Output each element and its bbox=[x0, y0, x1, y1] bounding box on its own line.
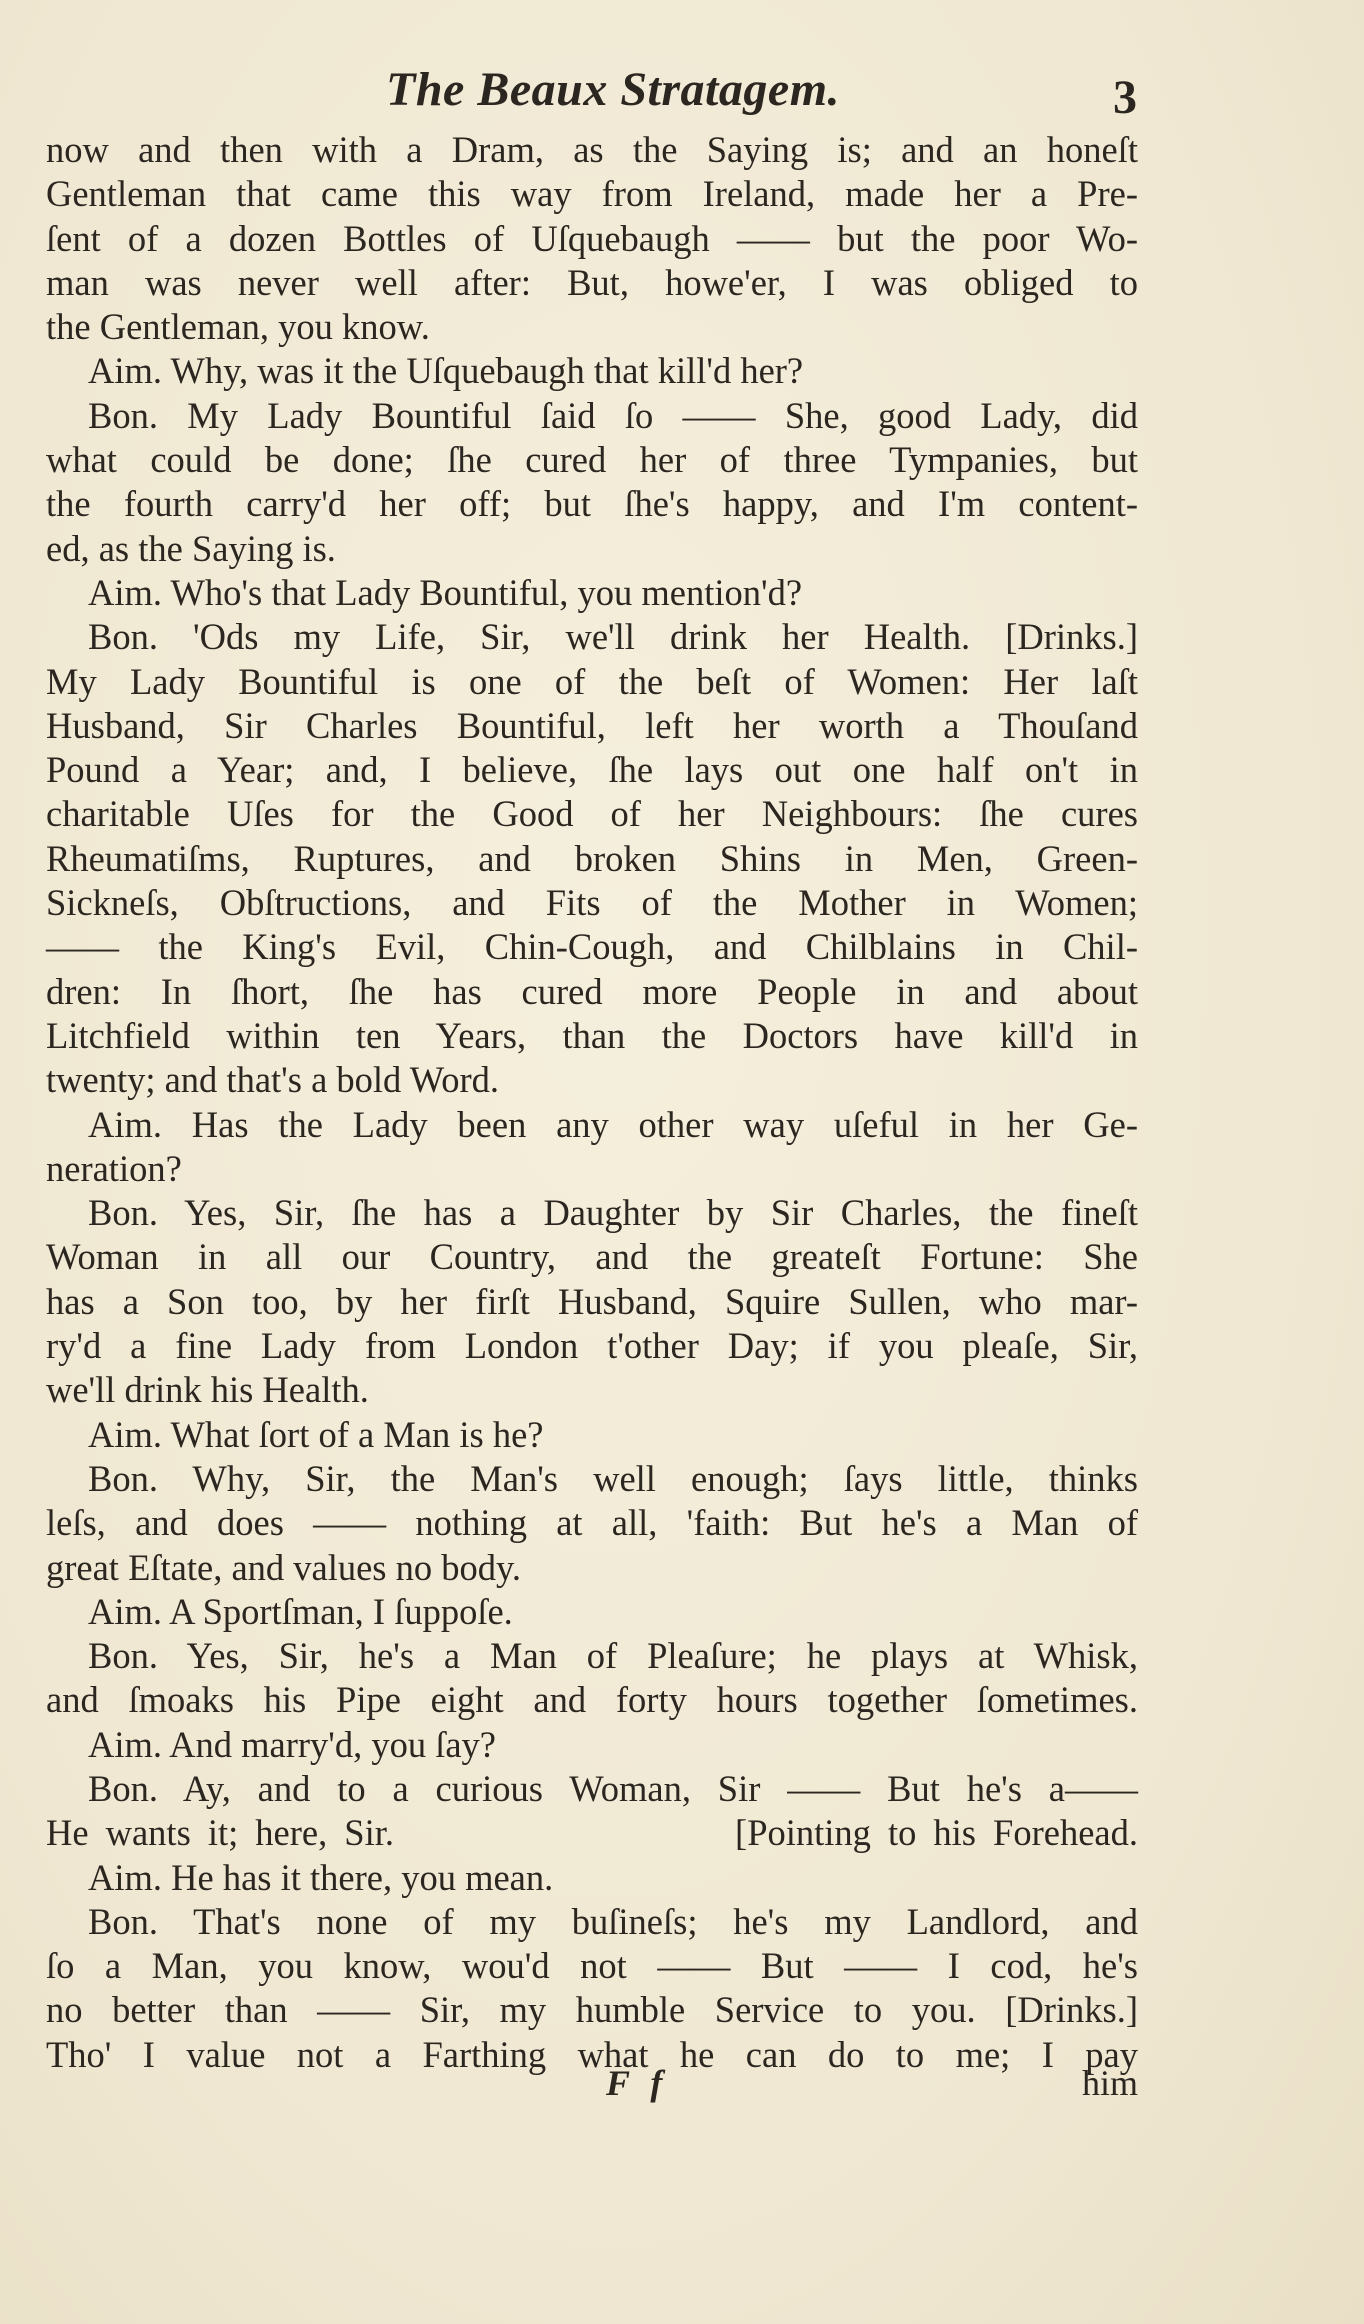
text-line: Aim. He has it there, you mean. bbox=[88, 1856, 554, 1898]
text-line: ry'd a fine Lady from London t'other Day; if you pleaſe, Sir, bbox=[46, 1325, 1138, 1367]
text-line: Gentleman that came this way from Ireland, made her a Pre- bbox=[46, 173, 1138, 215]
text-line: has a Son too, by her firſt Husband, Squire Sullen, who mar- bbox=[46, 1280, 1138, 1322]
text-line: Bon. Why, Sir, the Man's well enough; ſays little, thinks bbox=[88, 1457, 1138, 1499]
text-line: Bon. 'Ods my Life, Sir, we'll drink her Health. [Drinks.] bbox=[88, 616, 1138, 658]
text-line: Woman in all our Country, and the greateſt Fortune: She bbox=[46, 1236, 1138, 1278]
text-line: twenty; and that's a bold Word. bbox=[46, 1059, 500, 1101]
text-line: Pound a Year; and, I believe, ſhe lays out one half on't in bbox=[46, 749, 1138, 791]
text-line: Aim. What ſort of a Man is he? bbox=[88, 1413, 544, 1455]
text-line: Bon. My Lady Bountiful ſaid ſo —— She, good Lady, did bbox=[88, 394, 1138, 436]
text-line: great Eſtate, and values no body. bbox=[46, 1546, 522, 1588]
text-line: Aim. Why, was it the Uſquebaugh that kill'd her? bbox=[88, 350, 804, 392]
text-line: Aim. And marry'd, you ſay? bbox=[88, 1723, 497, 1765]
body-text bbox=[46, 128, 1138, 2077]
text-line: Tho' I value not a Farthing what he can do to me; I pay bbox=[46, 2033, 1138, 2075]
text-line: what could be done; ſhe cured her of three Tympanies, but bbox=[46, 439, 1138, 481]
page-footer bbox=[46, 2062, 1138, 2108]
text-line: the Gentleman, you know. bbox=[46, 306, 430, 348]
text-line: man was never well after: But, howe'er, I was obliged to bbox=[46, 261, 1138, 303]
text-line: Husband, Sir Charles Bountiful, left her worth a Thouſand bbox=[46, 704, 1138, 746]
text-line: ſo a Man, you know, wou'd not —— But —— I cod, he's bbox=[46, 1945, 1138, 1987]
text-line: charitable Uſes for the Good of her Neighbours: ſhe cures bbox=[46, 793, 1138, 835]
page-header bbox=[48, 62, 1148, 122]
text-line: neration? bbox=[46, 1147, 182, 1189]
text-line: Aim. Has the Lady been any other way uſeful in her Ge- bbox=[88, 1103, 1138, 1145]
running-title: The Beaux Stratagem. bbox=[386, 63, 841, 116]
text-line: Bon. Ay, and to a curious Woman, Sir —— But he's a—— bbox=[88, 1767, 1138, 1809]
text-line: Sickneſs, Obſtructions, and Fits of the Mother in Women; bbox=[46, 882, 1138, 924]
text-line: Bon. Yes, Sir, ſhe has a Daughter by Sir Charles, the fineſt bbox=[88, 1192, 1138, 1234]
text-line: now and then with a Dram, as the Saying is; and an honeſt bbox=[46, 129, 1138, 170]
signature-mark: F f bbox=[606, 2063, 669, 2103]
text-line: My Lady Bountiful is one of the beſt of Women: Her laſt bbox=[46, 660, 1138, 702]
text-line: —— the King's Evil, Chin-Cough, and Chilblains in Chil- bbox=[46, 926, 1138, 968]
catchword: him bbox=[1081, 2063, 1138, 2103]
text-line: He wants it; here, Sir. [Pointing to his Forehead. bbox=[46, 1812, 1138, 1854]
text-line: Aim. A Sportſman, I ſuppoſe. bbox=[88, 1590, 513, 1632]
text-line: Bon. Yes, Sir, he's a Man of Pleaſure; he plays at Whisk, bbox=[88, 1635, 1138, 1677]
text-line: Aim. Who's that Lady Bountiful, you mention'd? bbox=[88, 571, 803, 613]
text-line: we'll drink his Health. bbox=[46, 1369, 369, 1411]
text-line: ſent of a dozen Bottles of Uſquebaugh —— but the poor Wo- bbox=[46, 217, 1138, 259]
text-line: dren: In ſhort, ſhe has cured more People in and about bbox=[46, 970, 1138, 1012]
text-line: the fourth carry'd her off; but ſhe's happy, and I'm content- bbox=[46, 483, 1138, 525]
text-line: no better than —— Sir, my humble Service to you. [Drinks.] bbox=[46, 1989, 1138, 2031]
page-number: 3 bbox=[1113, 71, 1137, 124]
text-line: leſs, and does —— nothing at all, 'faith: But he's a Man of bbox=[46, 1502, 1138, 1544]
text-line: Rheumatiſms, Ruptures, and broken Shins in Men, Green- bbox=[46, 837, 1138, 879]
text-line: ed, as the Saying is. bbox=[46, 527, 336, 569]
text-line: Litchfield within ten Years, than the Doctors have kill'd in bbox=[46, 1014, 1138, 1056]
text-line: Bon. That's none of my buſineſs; he's my Landlord, and bbox=[88, 1900, 1138, 1942]
text-line: and ſmoaks his Pipe eight and forty hours together ſometimes. bbox=[46, 1679, 1138, 1721]
